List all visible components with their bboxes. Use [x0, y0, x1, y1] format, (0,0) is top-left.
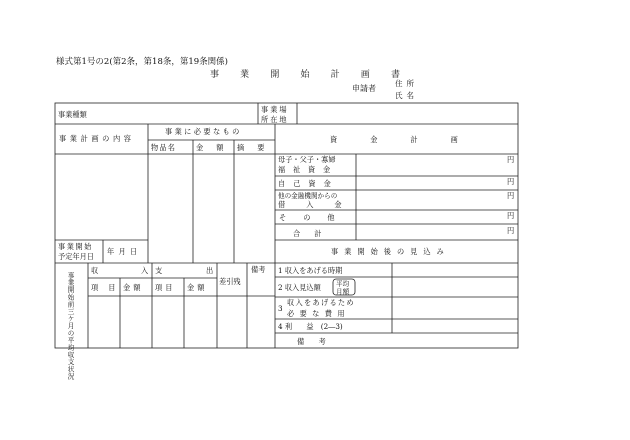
expense-label-1: 支: [155, 266, 163, 275]
form-reference: 様式第1号の2(第2条，第18条，第19条関係): [56, 57, 228, 67]
title-char: 事: [210, 70, 220, 80]
fund-row-1-line2: 福祉資金: [278, 165, 338, 174]
outlook-row-2: 2 収入見込額: [278, 283, 321, 292]
fund-row-4-unit: 円: [507, 211, 515, 220]
col-amount-label: 金額: [196, 143, 237, 152]
location-label-2: 所在地: [261, 115, 289, 124]
outlook-avg-label: 平均: [336, 280, 350, 288]
fund-row-3-unit: 円: [507, 191, 515, 200]
fund-row-5-label: 合計: [293, 229, 336, 238]
title-char: 業: [240, 70, 250, 80]
outlook-row-3-num: 3: [278, 304, 283, 313]
fund-plan-label: 資金計画: [330, 135, 491, 144]
income-amount-label: 金額: [123, 283, 144, 292]
date-units: 年 月 日: [107, 247, 139, 256]
outlook-row-1: 1 収入をあげる時期: [278, 266, 343, 275]
needed-items-label: 事業に必要なもの: [165, 127, 242, 136]
outlook-row-4: 4 利 益 (2―3): [278, 322, 343, 331]
balance-label: 差引残: [219, 277, 241, 286]
title-char: 画: [360, 70, 370, 80]
fund-row-1-line1: 母子・父子・寡婦: [278, 155, 336, 164]
outlook-row-3-line1: 収入をあげるため: [287, 298, 355, 307]
fund-row-5-unit: 円: [507, 226, 515, 235]
title-char: 開: [270, 70, 280, 80]
fund-row-4-label: その他: [279, 213, 352, 222]
remarks-label: 備考: [251, 265, 266, 274]
income-label-1: 収: [91, 266, 99, 275]
name-label: 氏名: [395, 91, 418, 100]
expense-item-label: 項目: [155, 283, 176, 292]
outlook-remarks: 備 考: [297, 337, 326, 346]
fund-row-2-label: 自己資金: [278, 179, 339, 188]
col-items-label: 物品名: [151, 143, 177, 152]
business-type-label: 事業種類: [58, 110, 87, 119]
title-char: 始: [300, 70, 310, 80]
plan-content-label: 事業計画の内容: [59, 134, 135, 143]
location-label-1: 事業場: [261, 105, 289, 114]
expense-label-2: 出: [206, 266, 214, 275]
outlook-monthly-label: 月額: [336, 288, 350, 296]
fund-row-3-line2: 借入金: [278, 200, 363, 209]
expense-amount-label: 金額: [187, 283, 208, 292]
title-char: 計: [330, 70, 340, 80]
fund-row-3-line1: 他の金融機関からの: [278, 192, 338, 200]
applicant-label: 申請者: [352, 84, 376, 93]
income-label-2: 入: [141, 266, 149, 275]
fund-row-2-unit: 円: [507, 177, 515, 186]
title-char: 書: [390, 70, 400, 80]
address-label: 住所: [395, 79, 418, 88]
outlook-label: 事業開始後の見込み: [331, 247, 450, 256]
pre-start-income-label: 事業開始前三ケ月の平均収支状況: [66, 272, 74, 380]
start-date-label-2: 予定年月日: [58, 252, 94, 261]
col-summary-label: 摘要: [237, 143, 278, 152]
income-item-label: 項目: [91, 283, 126, 292]
start-date-label-1: 事業開始: [58, 242, 93, 251]
outlook-row-3-line2: 必要な費用: [287, 309, 350, 318]
fund-row-1-unit: 円: [507, 155, 515, 164]
